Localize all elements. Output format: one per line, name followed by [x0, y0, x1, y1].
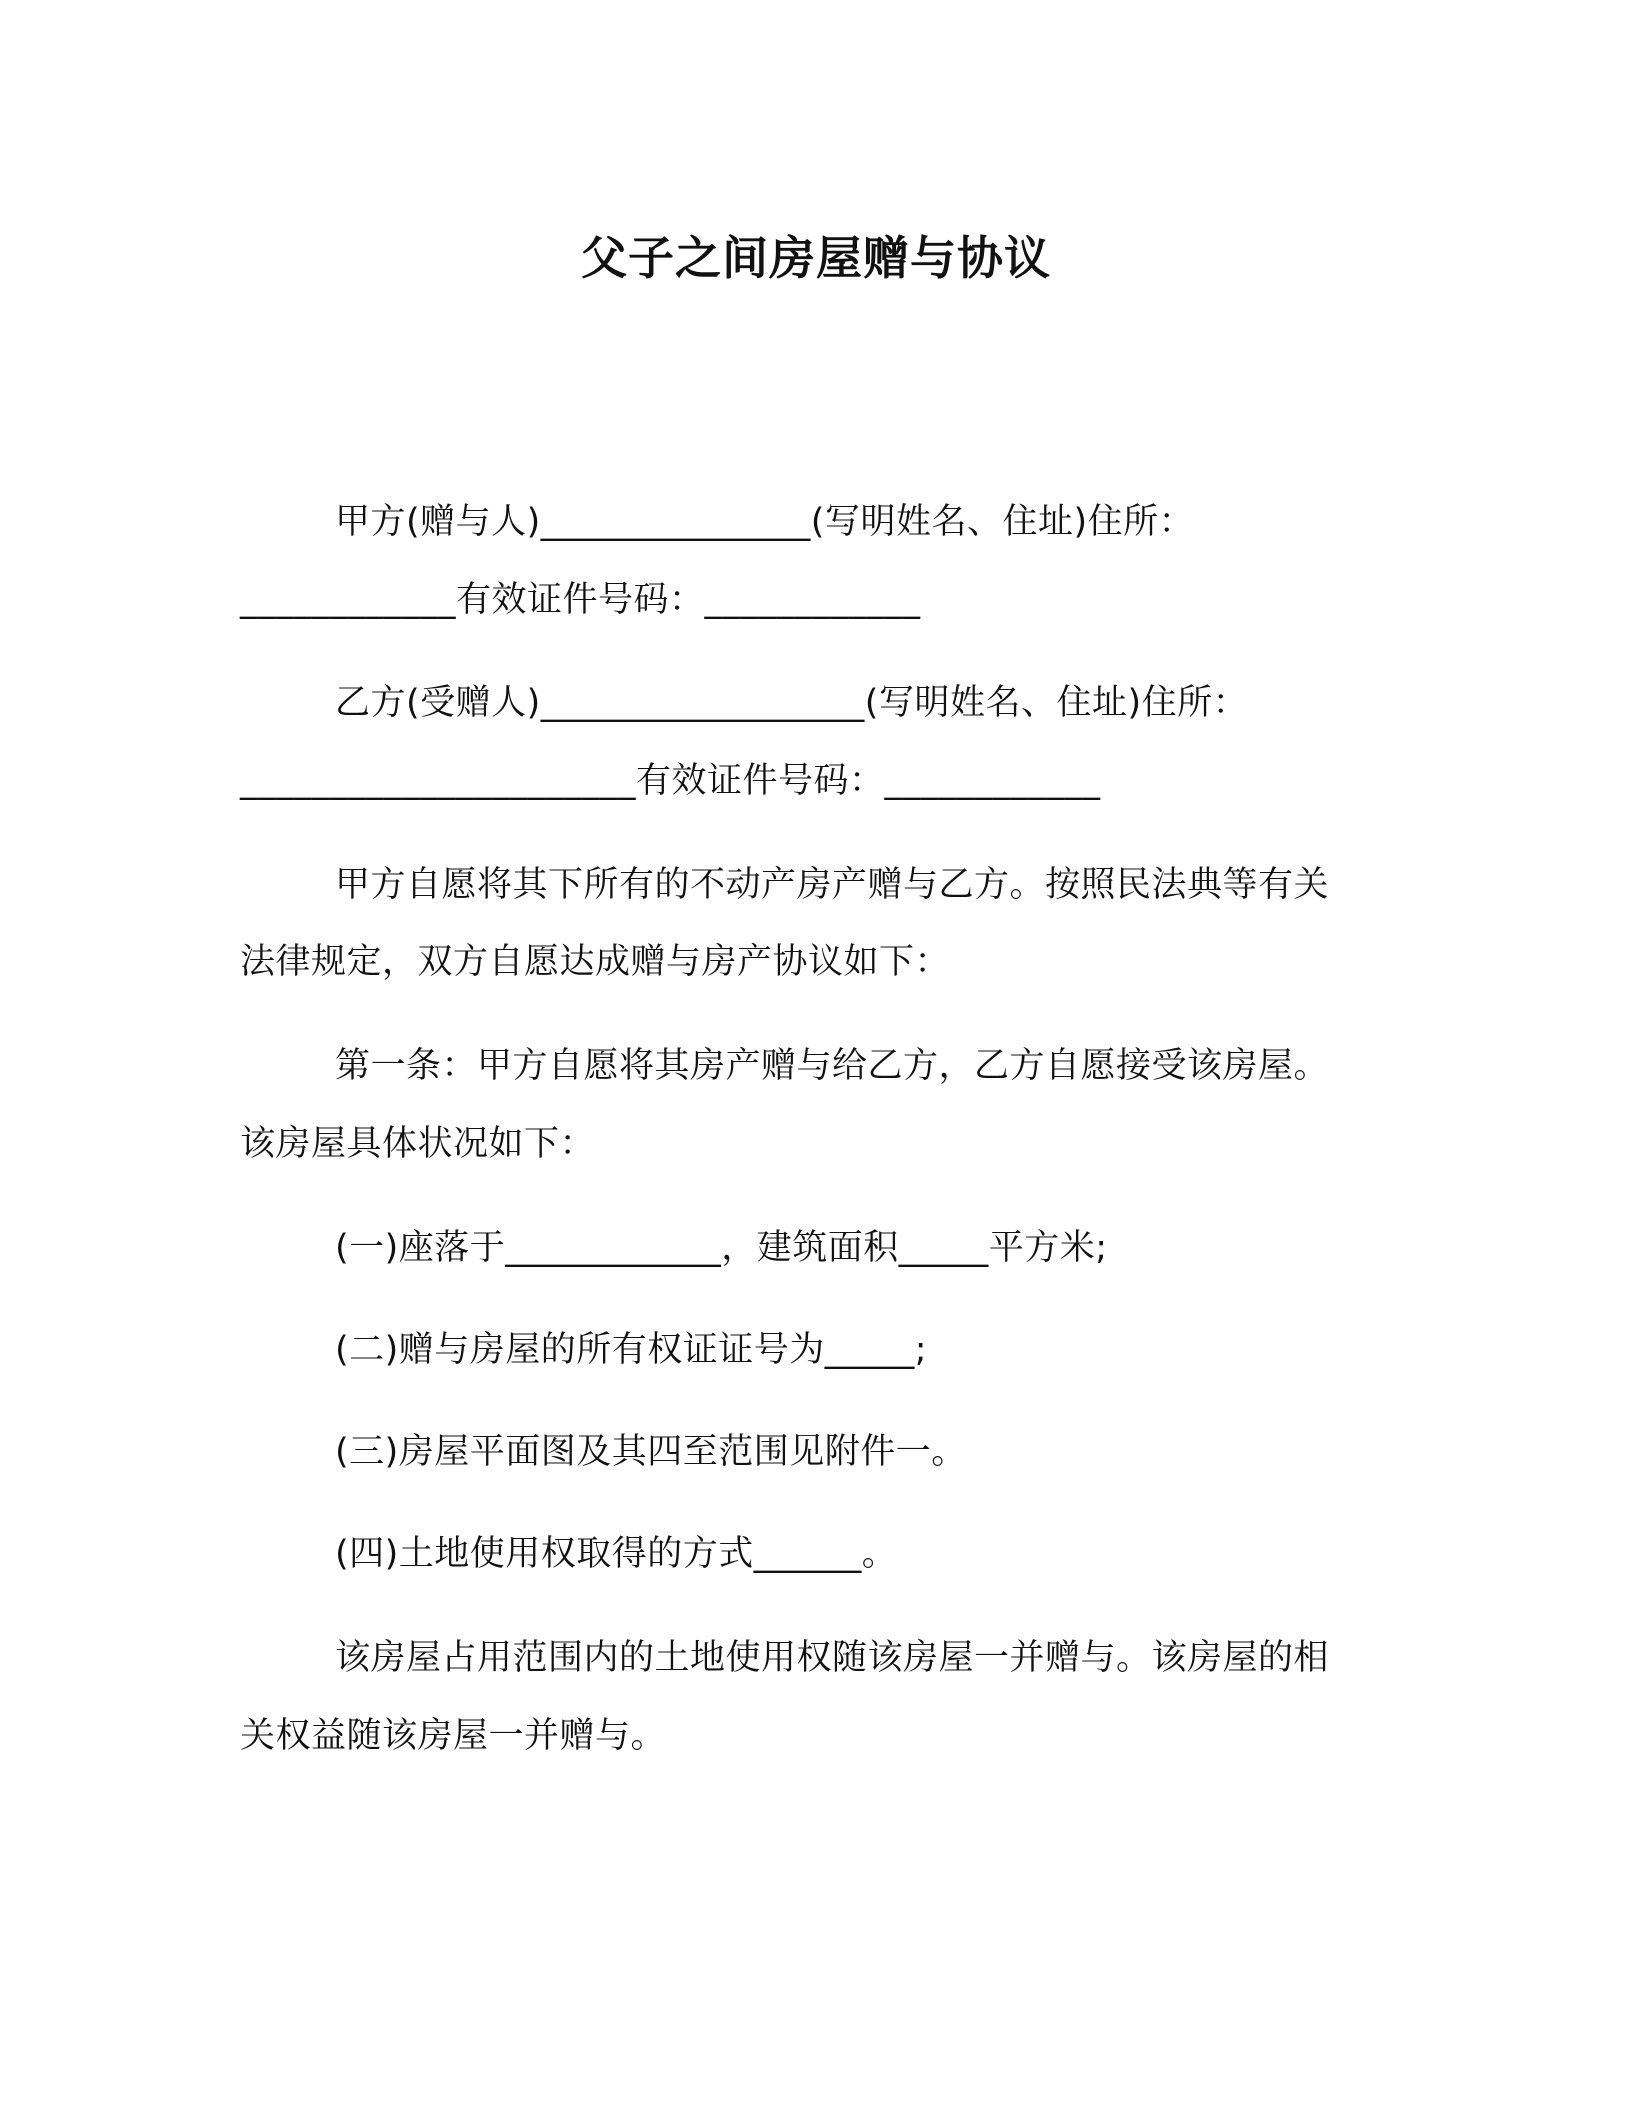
- clause-four: (四)土地使用权取得的方式______。: [335, 1534, 898, 1574]
- party-a-line-2: ____________有效证件号码：____________: [240, 580, 921, 620]
- article-one-line-1: 第一条：甲方自愿将其房产赠与给乙方，乙方自愿接受该房屋。: [335, 1046, 1330, 1086]
- intro-paragraph-line-2: 法律规定，双方自愿达成赠与房产协议如下：: [240, 942, 951, 982]
- party-b-line-1: 乙方(受赠人)__________________(写明姓名、住址)住所：: [335, 683, 1249, 723]
- land-use-paragraph-line-2: 关权益随该房屋一并赠与。: [240, 1716, 667, 1756]
- clause-one: (一)座落于____________，建筑面积_____平方米;: [335, 1228, 1108, 1268]
- intro-paragraph-line-1: 甲方自愿将其下所有的不动产房产赠与乙方。按照民法典等有关: [335, 865, 1330, 905]
- land-use-paragraph-line-1: 该房屋占用范围内的土地使用权随该房屋一并赠与。该房屋的相: [335, 1638, 1330, 1678]
- document-title: 父子之间房屋赠与协议: [581, 231, 1051, 285]
- party-b-line-2: ______________________有效证件号码：____________: [240, 761, 1101, 801]
- clause-three: (三)房屋平面图及其四至范围见附件一。: [335, 1432, 967, 1472]
- party-a-line-1: 甲方(赠与人)_______________(写明姓名、住址)住所：: [335, 502, 1195, 542]
- clause-two: (二)赠与房屋的所有权证证号为_____;: [335, 1330, 928, 1370]
- article-one-line-2: 该房屋具体状况如下：: [240, 1124, 596, 1164]
